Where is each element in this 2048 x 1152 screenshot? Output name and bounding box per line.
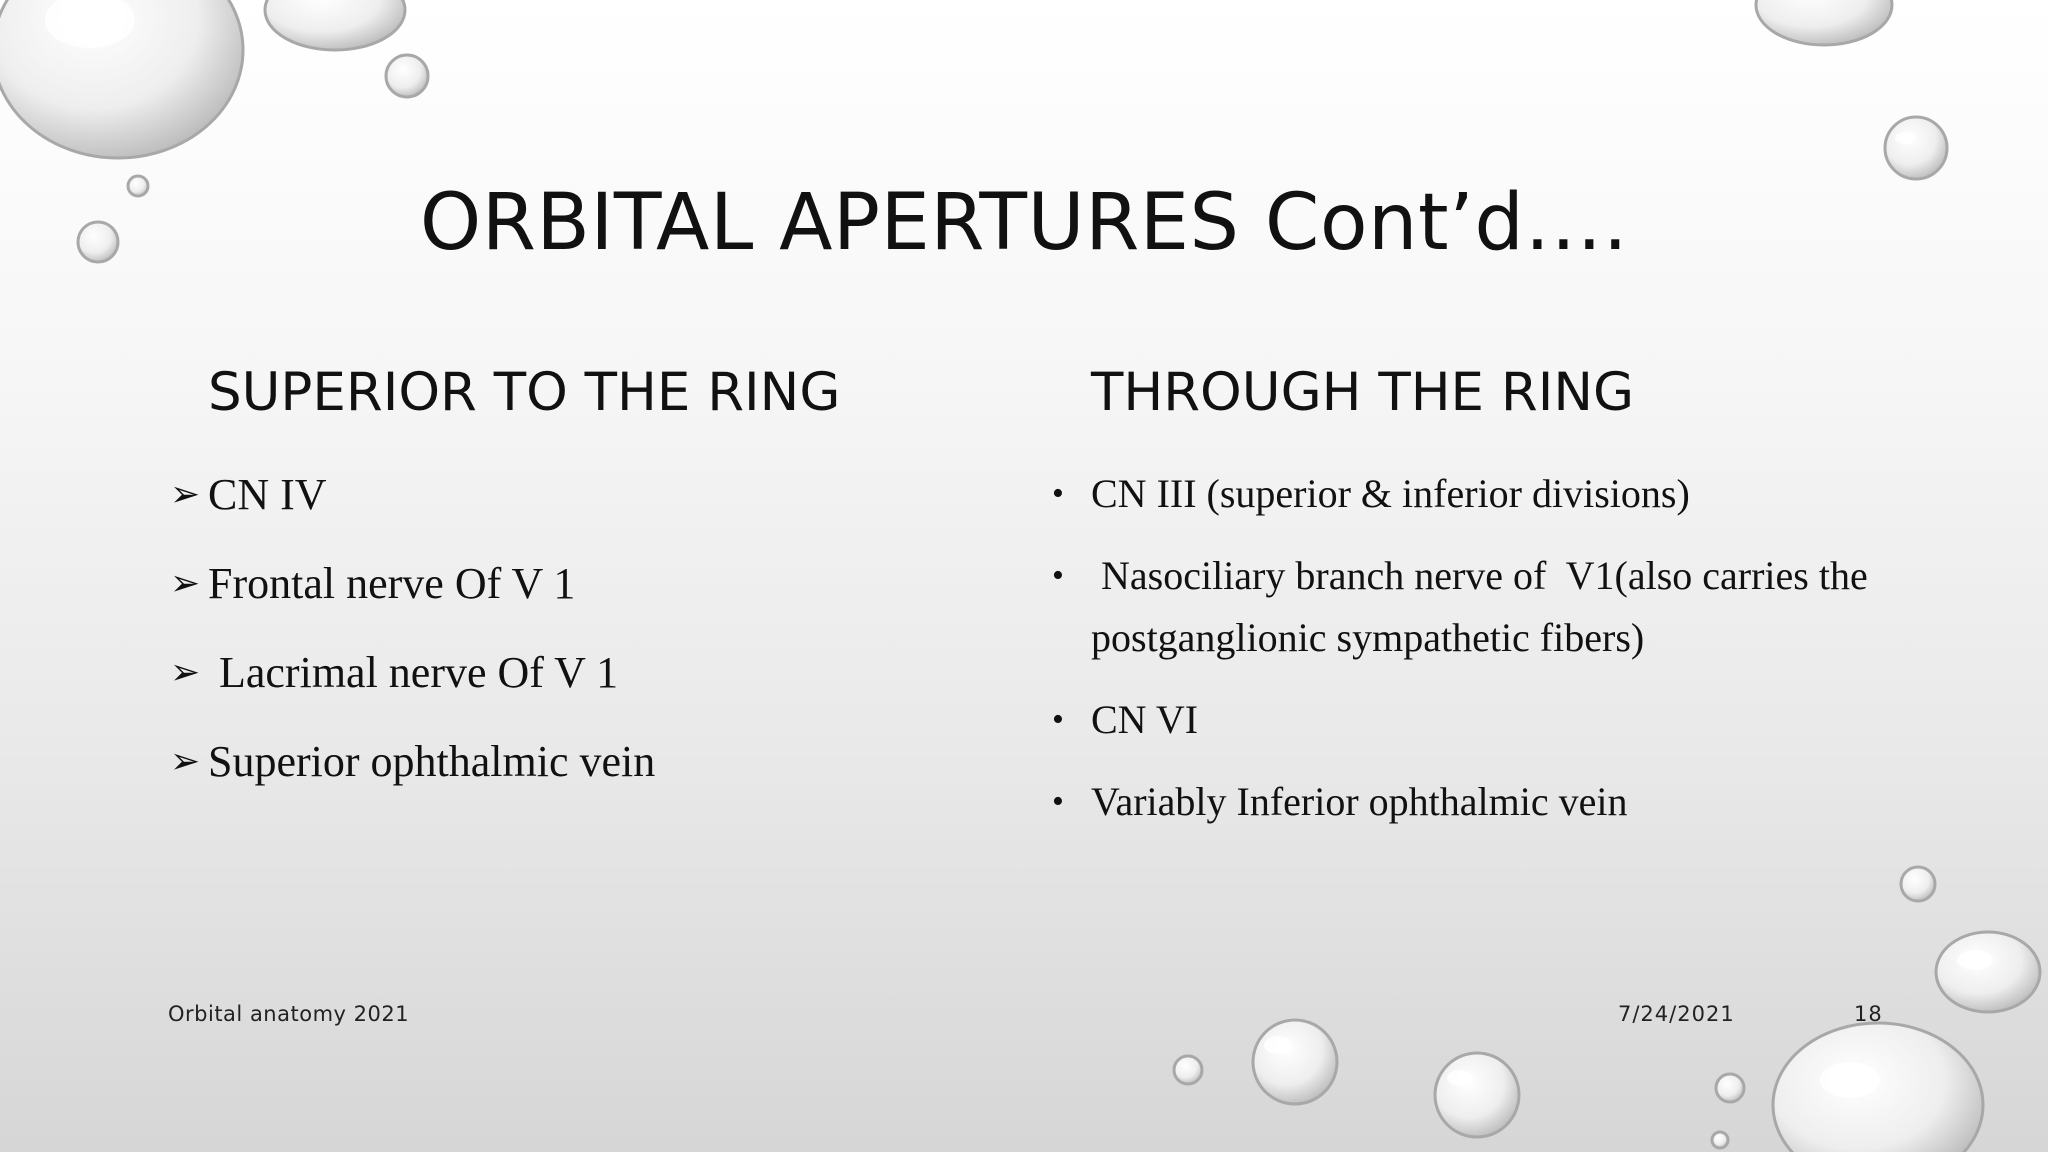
bullet-icon: • — [1052, 475, 1064, 512]
left-column-heading: SUPERIOR TO THE RING — [208, 362, 841, 423]
list-item — [170, 554, 655, 643]
water-drop — [1756, 0, 1892, 45]
list-item — [1052, 689, 1912, 751]
list-item-text: Nasociliary branch nerve of V1(also carries the postganglionic sympathetic fibers) — [1091, 553, 1878, 660]
bullet-icon: • — [1052, 557, 1064, 594]
water-drop — [1885, 117, 1947, 179]
water-drop — [1773, 1023, 1983, 1152]
arrow-bullet-icon: ➢ — [170, 563, 201, 604]
arrow-bullet-icon: ➢ — [170, 652, 201, 693]
list-item — [170, 465, 655, 554]
list-item-text: CN IV — [208, 470, 327, 519]
footer-date: 7/24/2021 — [1618, 1002, 1735, 1026]
list-item-text: Superior ophthalmic vein — [208, 737, 656, 786]
water-drop — [1901, 867, 1935, 901]
right-bullet-list — [1052, 463, 1912, 833]
water-drop — [1174, 1056, 1202, 1084]
arrow-bullet-icon: ➢ — [170, 474, 201, 515]
list-item — [1052, 545, 1912, 669]
water-drop — [1435, 1053, 1519, 1137]
list-item — [170, 732, 655, 821]
bullet-icon: • — [1052, 783, 1064, 820]
bullet-icon: • — [1052, 701, 1064, 738]
left-bullet-list — [170, 465, 655, 821]
list-item — [1052, 771, 1912, 833]
list-item-text: Variably Inferior ophthalmic vein — [1091, 779, 1628, 824]
arrow-bullet-icon: ➢ — [170, 741, 201, 782]
water-drop — [1936, 932, 2040, 1012]
list-item — [1052, 463, 1912, 525]
list-item-text: Lacrimal nerve Of V 1 — [208, 648, 619, 697]
list-item — [170, 643, 655, 732]
water-drop — [265, 0, 405, 50]
slide-number: 18 — [1854, 1002, 1883, 1026]
list-item-text: Frontal nerve Of V 1 — [208, 559, 576, 608]
footer-text: Orbital anatomy 2021 — [168, 1002, 410, 1026]
list-item-text: CN VI — [1091, 697, 1199, 742]
list-item-text: CN III (superior & inferior divisions) — [1091, 471, 1690, 516]
water-drop — [1253, 1020, 1337, 1104]
right-column-heading: THROUGH THE RING — [1091, 362, 1635, 423]
water-drop — [1716, 1074, 1744, 1102]
water-drop — [1712, 1132, 1728, 1148]
water-drop — [386, 55, 428, 97]
slide-title: ORBITAL APERTURES Cont’d…. — [419, 178, 1629, 268]
